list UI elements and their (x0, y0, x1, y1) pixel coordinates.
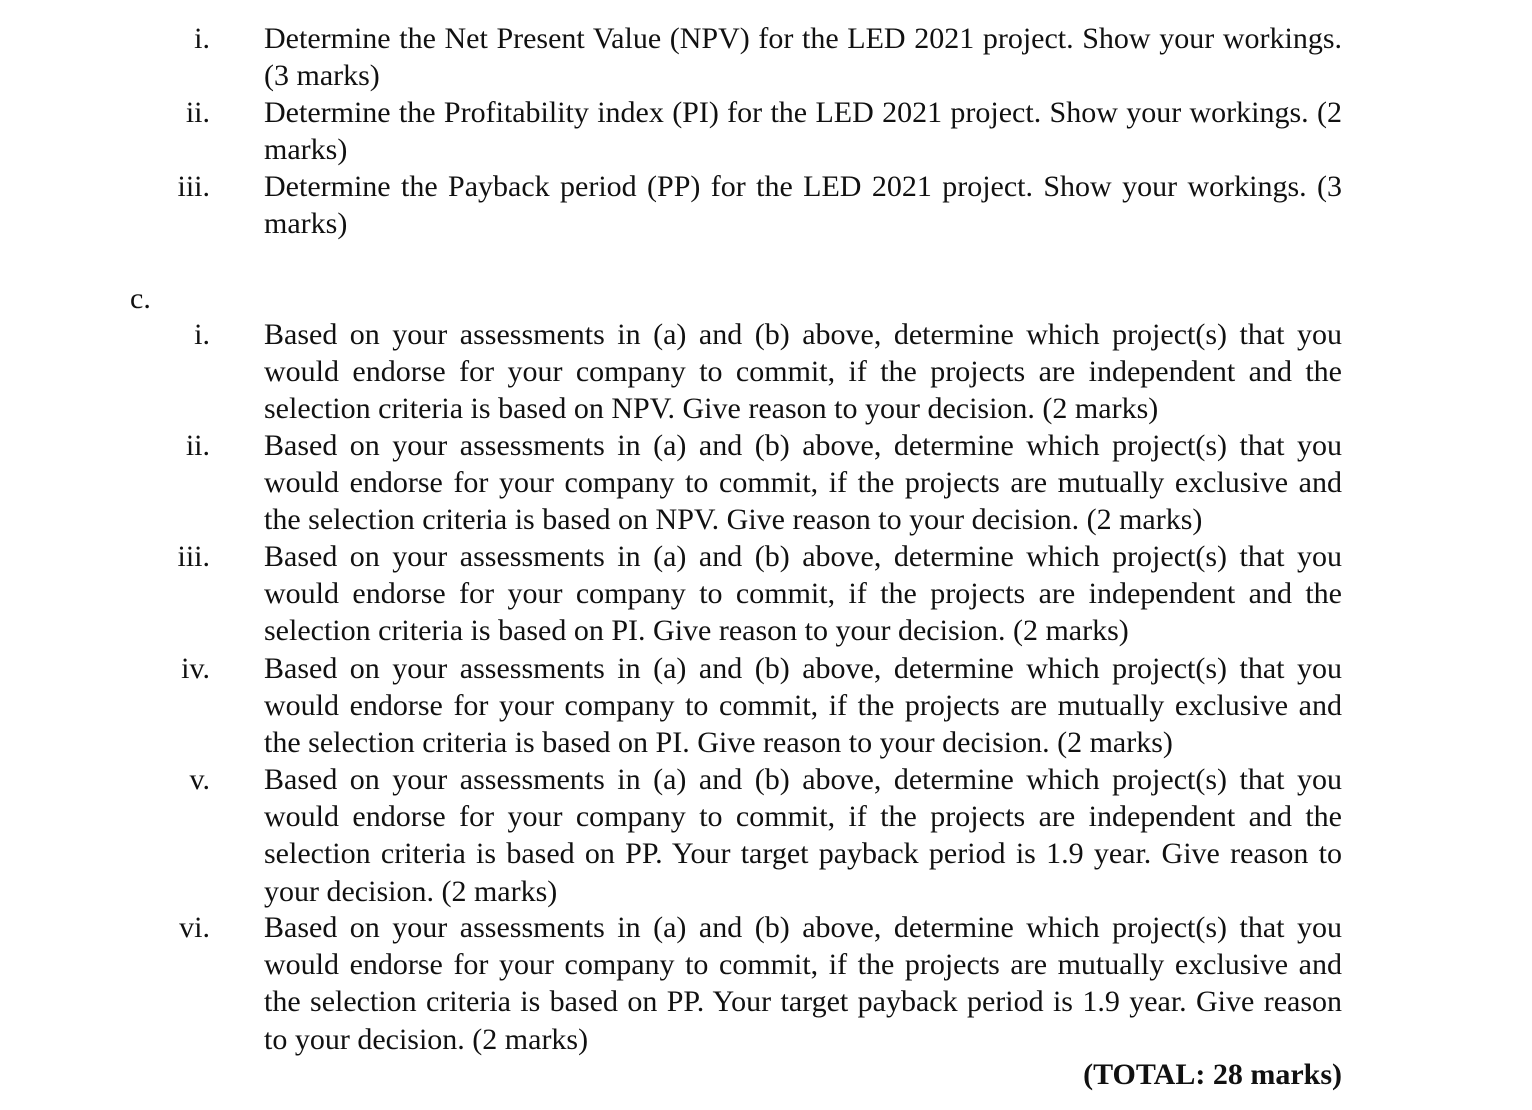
question-text: Based on your assessments in (a) and (b) above, determine which project(s) that you would endorse for your company to commit, if the projects are mutually exclusive and the selection criteria is based on PP. Your target payback period is 1.9 year. Give reason to your decision. (2 marks) (264, 911, 1342, 1056)
total-marks: (TOTAL: 28 marks) (1083, 1058, 1342, 1091)
question-numeral: ii. (185, 96, 210, 129)
question-text: Based on your assessments in (a) and (b) above, determine which project(s) that you would endorse for your company to commit, if the projects are independent and the selection criteria is based on PI. Give reason to your decision. (2 marks) (264, 540, 1342, 648)
question-numeral: iii. (177, 170, 210, 203)
question-numeral: i. (194, 22, 210, 55)
question-text: Based on your assessments in (a) and (b) above, determine which project(s) that you would endorse for your company to commit, if the projects are mutually exclusive and the selection criteria is based on PI. Give reason to your decision. (2 marks) (264, 652, 1342, 760)
question-text: Based on your assessments in (a) and (b) above, determine which project(s) that you would endorse for your company to commit, if the projects are independent and the selection criteria is based on PP. Your target payback period is 1.9 year. Give reason to your decision. (2 marks) (264, 763, 1342, 908)
section-c-label: c. (130, 282, 151, 315)
question-numeral: vi. (179, 911, 210, 944)
question-text: Determine the Profitability index (PI) for the LED 2021 project. Show your workings. (2 marks) (264, 96, 1342, 167)
question-text: Based on your assessments in (a) and (b) above, determine which project(s) that you would endorse for your company to commit, if the projects are mutually exclusive and the selection criteria is based on NPV. Give reason to your decision. (2 marks) (264, 429, 1342, 537)
question-numeral: v. (189, 763, 210, 796)
question-text: Based on your assessments in (a) and (b) above, determine which project(s) that you would endorse for your company to commit, if the projects are independent and the selection criteria is based on NPV. Give reason to your decision. (2 marks) (264, 318, 1342, 426)
question-text: Determine the Net Present Value (NPV) for the LED 2021 project. Show your workings. (3 marks) (264, 22, 1342, 93)
question-numeral: i. (194, 318, 210, 351)
question-numeral: iv. (181, 652, 210, 685)
question-numeral: ii. (185, 429, 210, 462)
question-numeral: iii. (177, 540, 210, 573)
question-text: Determine the Payback period (PP) for the LED 2021 project. Show your workings. (3 marks) (264, 170, 1342, 241)
